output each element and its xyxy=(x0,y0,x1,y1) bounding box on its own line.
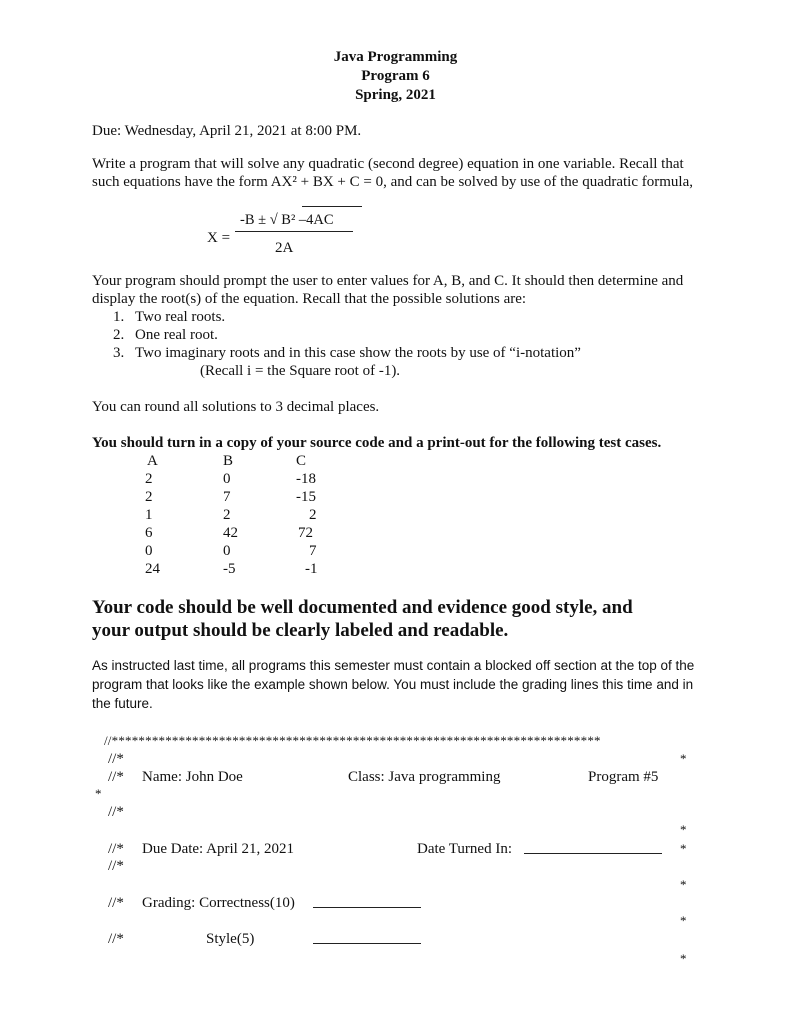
table-cell: 7 xyxy=(309,543,317,559)
turn-in-instruction: You should turn in a copy of your source code and a print-out for the following test cases. xyxy=(92,435,662,451)
comment-star: * xyxy=(680,951,687,966)
header-title: Java Programming xyxy=(333,49,458,65)
style-blank xyxy=(313,943,421,944)
comment-prefix: //* xyxy=(108,804,124,820)
rounding-note: You can round all solutions to 3 decimal places. xyxy=(92,399,380,415)
fraction-bar xyxy=(235,231,353,232)
comment-prefix: //* xyxy=(108,895,124,911)
table-cell: 6 xyxy=(145,525,153,541)
date-turned-in-label: Date Turned In: xyxy=(417,841,512,857)
program-number: Program #5 xyxy=(588,769,659,785)
table-cell: 7 xyxy=(223,489,231,505)
solution-text: Two imaginary roots and in this case show the roots by use of “i-notation” xyxy=(135,345,581,361)
intro-paragraph: Write a program that will solve any quadratic (second degree) equation in one variable. Recall that such equations have the form AX² + BX + C = 0, and can be solved by use of the quadratic formula, xyxy=(92,156,693,190)
solution-text: One real root. xyxy=(135,327,218,343)
prompt-paragraph: Your program should prompt the user to enter values for A, B, and C. It should then determine and display the root(s) of the equation. Recall that the possible solutions are: xyxy=(92,273,684,307)
table-cell: 2 xyxy=(145,471,153,487)
table-header: A xyxy=(147,453,158,469)
class-name: Class: Java programming xyxy=(348,769,501,785)
comment-star: * xyxy=(95,786,102,801)
table-cell: -18 xyxy=(296,471,316,487)
comment-prefix: //* xyxy=(108,841,124,857)
table-cell: 2 xyxy=(309,507,317,523)
block-instructions: As instructed last time, all programs this semester must contain a blocked off section at the top of the program that looks like the example shown below. You must include the grading lines this time and in the future. xyxy=(92,658,695,711)
table-cell: 0 xyxy=(223,471,231,487)
grading-correctness: Grading: Correctness(10) xyxy=(142,895,295,911)
comment-star: * xyxy=(680,751,687,766)
comment-prefix: //* xyxy=(108,858,124,874)
table-cell: 2 xyxy=(145,489,153,505)
student-name: Name: John Doe xyxy=(142,769,243,785)
recall-note: (Recall i = the Square root of -1). xyxy=(200,363,401,379)
style-requirement: Your code should be well documented and evidence good style, and your output should be clearly labeled and readable. xyxy=(92,597,633,641)
comment-star: * xyxy=(680,822,687,837)
comment-prefix: //* xyxy=(108,769,124,785)
date-turned-in-blank xyxy=(524,853,662,854)
table-cell: 42 xyxy=(223,525,238,541)
table-cell: 72 xyxy=(298,525,313,541)
table-cell: -15 xyxy=(296,489,316,505)
solution-number: 1. xyxy=(113,309,125,325)
table-cell: 1 xyxy=(145,507,153,523)
table-cell: 0 xyxy=(223,543,231,559)
table-cell: 0 xyxy=(145,543,153,559)
table-cell: -1 xyxy=(305,561,318,577)
grading-style: Style(5) xyxy=(206,931,255,947)
formula-denominator: 2A xyxy=(275,240,294,256)
correctness-blank xyxy=(313,907,421,908)
due-line: Due: Wednesday, April 21, 2021 at 8:00 PM. xyxy=(92,123,362,139)
solution-text: Two real roots. xyxy=(135,309,226,325)
comment-top-border: //************************************************************************* xyxy=(104,733,601,748)
table-cell: 2 xyxy=(223,507,231,523)
comment-prefix: //* xyxy=(108,931,124,947)
solution-number: 2. xyxy=(113,327,125,343)
table-cell: 24 xyxy=(145,561,160,577)
formula-lhs: X = xyxy=(207,230,231,246)
table-cell: -5 xyxy=(223,561,236,577)
solution-number: 3. xyxy=(113,345,125,361)
comment-star: * xyxy=(680,877,687,892)
table-header: C xyxy=(296,453,307,469)
header-semester: Spring, 2021 xyxy=(355,87,436,103)
comment-star: * xyxy=(680,841,687,856)
comment-prefix: //* xyxy=(108,751,124,767)
sqrt-bar xyxy=(302,206,362,207)
header-program: Program 6 xyxy=(361,68,430,84)
comment-star: * xyxy=(680,913,687,928)
table-header: B xyxy=(223,453,234,469)
due-date: Due Date: April 21, 2021 xyxy=(142,841,295,857)
formula-numerator: -B ± √ B² –4AC xyxy=(240,212,334,228)
